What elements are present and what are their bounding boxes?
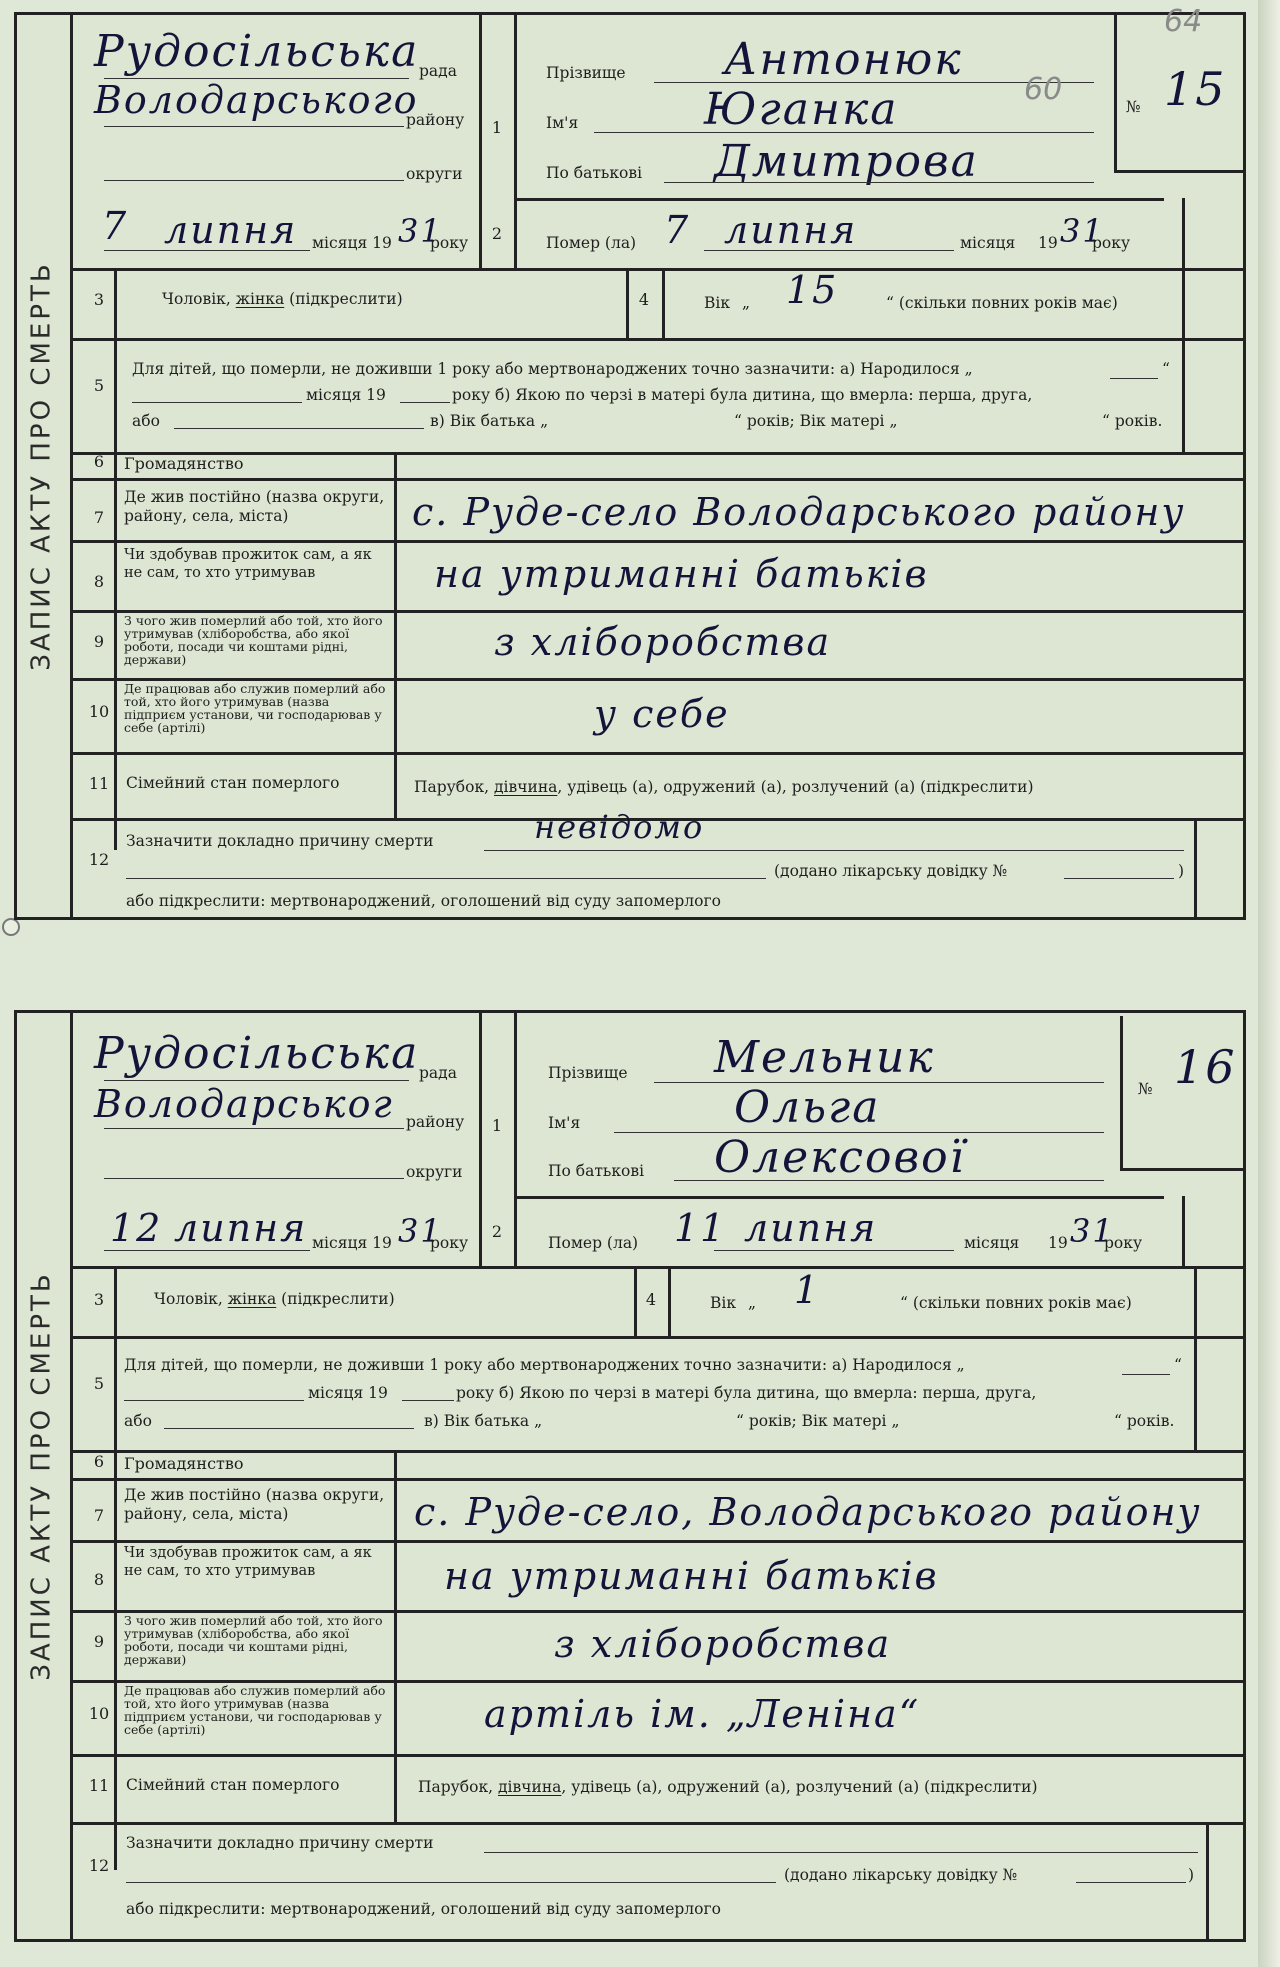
- age-value: 15: [786, 268, 839, 312]
- patronymic-label: По батькові: [546, 164, 643, 182]
- margin-pencil-mark: 60: [1024, 72, 1063, 107]
- age-note: “ (скільки повних років має): [886, 294, 1118, 312]
- age-label: Вік: [710, 1294, 737, 1312]
- name-value: Ольга: [734, 1082, 881, 1133]
- workplace-value: артіль ім. „Леніна“: [484, 1692, 921, 1736]
- rada-label: рада: [419, 1064, 457, 1082]
- reg-day: 7: [102, 204, 129, 248]
- marital-options: Парубок, дівчина, удівець (а), одружений (а), розлучений (а) (підкреслити): [414, 778, 1034, 796]
- reg-month: липня: [164, 208, 298, 252]
- marital-selected: дівчина: [494, 778, 558, 796]
- surname-value: Мельник: [714, 1032, 935, 1083]
- name-label: Ім'я: [546, 114, 579, 132]
- rada-value: Рудосільська: [94, 1028, 420, 1079]
- punch-hole: [2, 918, 20, 936]
- number-label: №: [1138, 1080, 1153, 1098]
- okruhy-label: округи: [406, 165, 463, 183]
- death-day: 7: [664, 208, 691, 252]
- death-year: 31: [1070, 1212, 1115, 1250]
- cause-value: невідомо: [534, 808, 705, 846]
- sex-selected: жінка: [227, 1290, 277, 1308]
- source-value: з хліборобства: [554, 1622, 892, 1666]
- record-number: 15: [1164, 62, 1227, 116]
- source-value: з хліборобства: [494, 620, 832, 664]
- reg-month: липня: [174, 1206, 308, 1250]
- livelihood-value: на утриманні батьків: [444, 1554, 939, 1598]
- raion-value: Володарського: [94, 78, 419, 122]
- sex-options: Чоловік, жінка (підкреслити): [154, 1290, 395, 1308]
- death-record-form: ЗАПИС АКТУ ПРО СМЕРТЬ Рудосільська рада Володарського району округи 7 липня місяця 19 31 року 1 2 Прізвище Антонюк Ім'я Юганка По батькові Дмитрова 60 64 № 15 Помер (ла) 7 липня місяця 19 31 року 3 Чоловік, жінка (підкреслити) 4 Вік „ 15 “ (скільки повних років має) 5 Для дітей, що померли, не доживши 1 року або мертвонароджених точно зазначити: а) Народилося „ “ місяця 19 року б) Якою по черзі в матері була дитина, що вмерла: перша, друга, або в) Вік батька „ “ років; Вік матері „ “ років. 6 Громадянство 7 Де жив постійно (назва округи, району, села, міста) с. Руде-село Володарського району 8 Чи здобував прожиток сам, а як не сам, то хто утримував на утриманні батьків 9 З чого жив померлий або той, хто його утримував (хліборобства, або якої роботи, посади чи коштами рідні, держави) з хліборобства 10 Де працював або служив померлий або той, хто його утримував (назва підприєм установи, чи господарював у себе (артілі) у себе 11 Сімейний стан померлого Парубок, дівчина, удівець (а), одружений (а), розлучений (а) (підкреслити) 12 Зазначити докладно причину смерти невідомо (додано лікарську довідку № ) або підкреслити: мертвонароджений, оголошений від суду запомерлого: [14, 12, 1246, 920]
- marital-options: Парубок, дівчина, удівець (а), одружений (а), розлучений (а) (підкреслити): [418, 1778, 1038, 1796]
- surname-label: Прізвище: [548, 1064, 628, 1082]
- patronymic-value: Дмитрова: [714, 136, 979, 187]
- name-value: Юганка: [704, 84, 899, 135]
- reg-year-label: року: [430, 234, 469, 252]
- reg-month-label: місяця 19: [312, 234, 392, 252]
- form-side-title: ЗАПИС АКТУ ПРО СМЕРТЬ: [27, 261, 58, 671]
- age-note: “ (скільки повних років має): [900, 1294, 1132, 1312]
- death-year: 31: [1060, 212, 1105, 250]
- residence-value: с. Руде-село, Володарського району: [414, 1490, 1202, 1534]
- raion-label: району: [406, 1113, 465, 1131]
- age-value: 1: [794, 1268, 821, 1312]
- sex-selected: жінка: [235, 290, 285, 308]
- age-label: Вік: [704, 294, 731, 312]
- reg-month-label: місяця 19: [312, 1234, 392, 1252]
- death-label: Помер (ла): [548, 1234, 639, 1252]
- livelihood-value: на утриманні батьків: [434, 552, 929, 596]
- number-label: №: [1126, 98, 1141, 116]
- page-edge: [1258, 0, 1280, 1967]
- death-month-label: місяця: [964, 1234, 1020, 1252]
- record-number: 16: [1174, 1040, 1237, 1094]
- death-label: Помер (ла): [546, 234, 637, 252]
- okruhy-label: округи: [406, 1163, 463, 1181]
- sex-options: Чоловік, жінка (підкреслити): [162, 290, 403, 308]
- death-day: 11: [674, 1206, 727, 1250]
- reg-year: 31: [398, 1212, 443, 1250]
- death-record-form: ЗАПИС АКТУ ПРО СМЕРТЬ Рудосільська рада Володарськог району округи 12 липня місяця 19 31 року 1 2 Прізвище Мельник Ім'я Ольга По батькові Олексової № 16 Помер (ла) 11 липня місяця 19 31 року 3 Чоловік, жінка (підкреслити) 4 Вік „ 1 “ (скільки повних років має) 5 Для дітей, що померли, не доживши 1 року або мертвонароджених точно зазначити: а) Народилося „ “ місяця 19 року б) Якою по черзі в матері була дитина, що вмерла: перша, друга, або в) Вік батька „ “ років; Вік матері „ “ років. 6 Громадянство 7 Де жив постійно (назва округи, району, села, міста) с. Руде-село, Володарського району 8 Чи здобував прожиток сам, а як не сам, то хто утримував на утриманні батьків 9 З чого жив померлий або той, хто його утримував (хліборобства, або якої роботи, посади чи коштами рідні, держави) з хліборобства 10 Де працював або служив померлий або той, хто його утримував (назва підприєм установи, чи господарював у себе (артілі) артіль ім. „Леніна“ 11 Сімейний стан померлого Парубок, дівчина, удівець (а), одружений (а), розлучений (а) (підкреслити) 12 Зазначити докладно причину смерти (додано лікарську довідку № ) або підкреслити: мертвонароджений, оголошений від суду запомерлого: [14, 1010, 1246, 1942]
- patronymic-label: По батькові: [548, 1162, 645, 1180]
- form-side-title: ЗАПИС АКТУ ПРО СМЕРТЬ: [27, 1271, 58, 1681]
- death-month: липня: [724, 208, 858, 252]
- surname-value: Антонюк: [724, 34, 963, 85]
- rada-label: рада: [419, 62, 457, 80]
- death-month: липня: [744, 1206, 878, 1250]
- rada-value: Рудосільська: [94, 26, 420, 77]
- death-month-label: місяця: [960, 234, 1016, 252]
- reg-day: 12: [110, 1206, 163, 1250]
- marital-selected: дівчина: [498, 1778, 562, 1796]
- raion-label: району: [406, 111, 465, 129]
- corner-pencil-mark: 64: [1164, 4, 1203, 39]
- name-label: Ім'я: [548, 1114, 581, 1132]
- reg-year-label: року: [430, 1234, 469, 1252]
- reg-year: 31: [398, 212, 443, 250]
- workplace-value: у себе: [594, 692, 730, 736]
- residence-value: с. Руде-село Володарського району: [412, 490, 1186, 534]
- raion-value: Володарськог: [94, 1082, 394, 1126]
- patronymic-value: Олексової: [714, 1132, 966, 1183]
- surname-label: Прізвище: [546, 64, 626, 82]
